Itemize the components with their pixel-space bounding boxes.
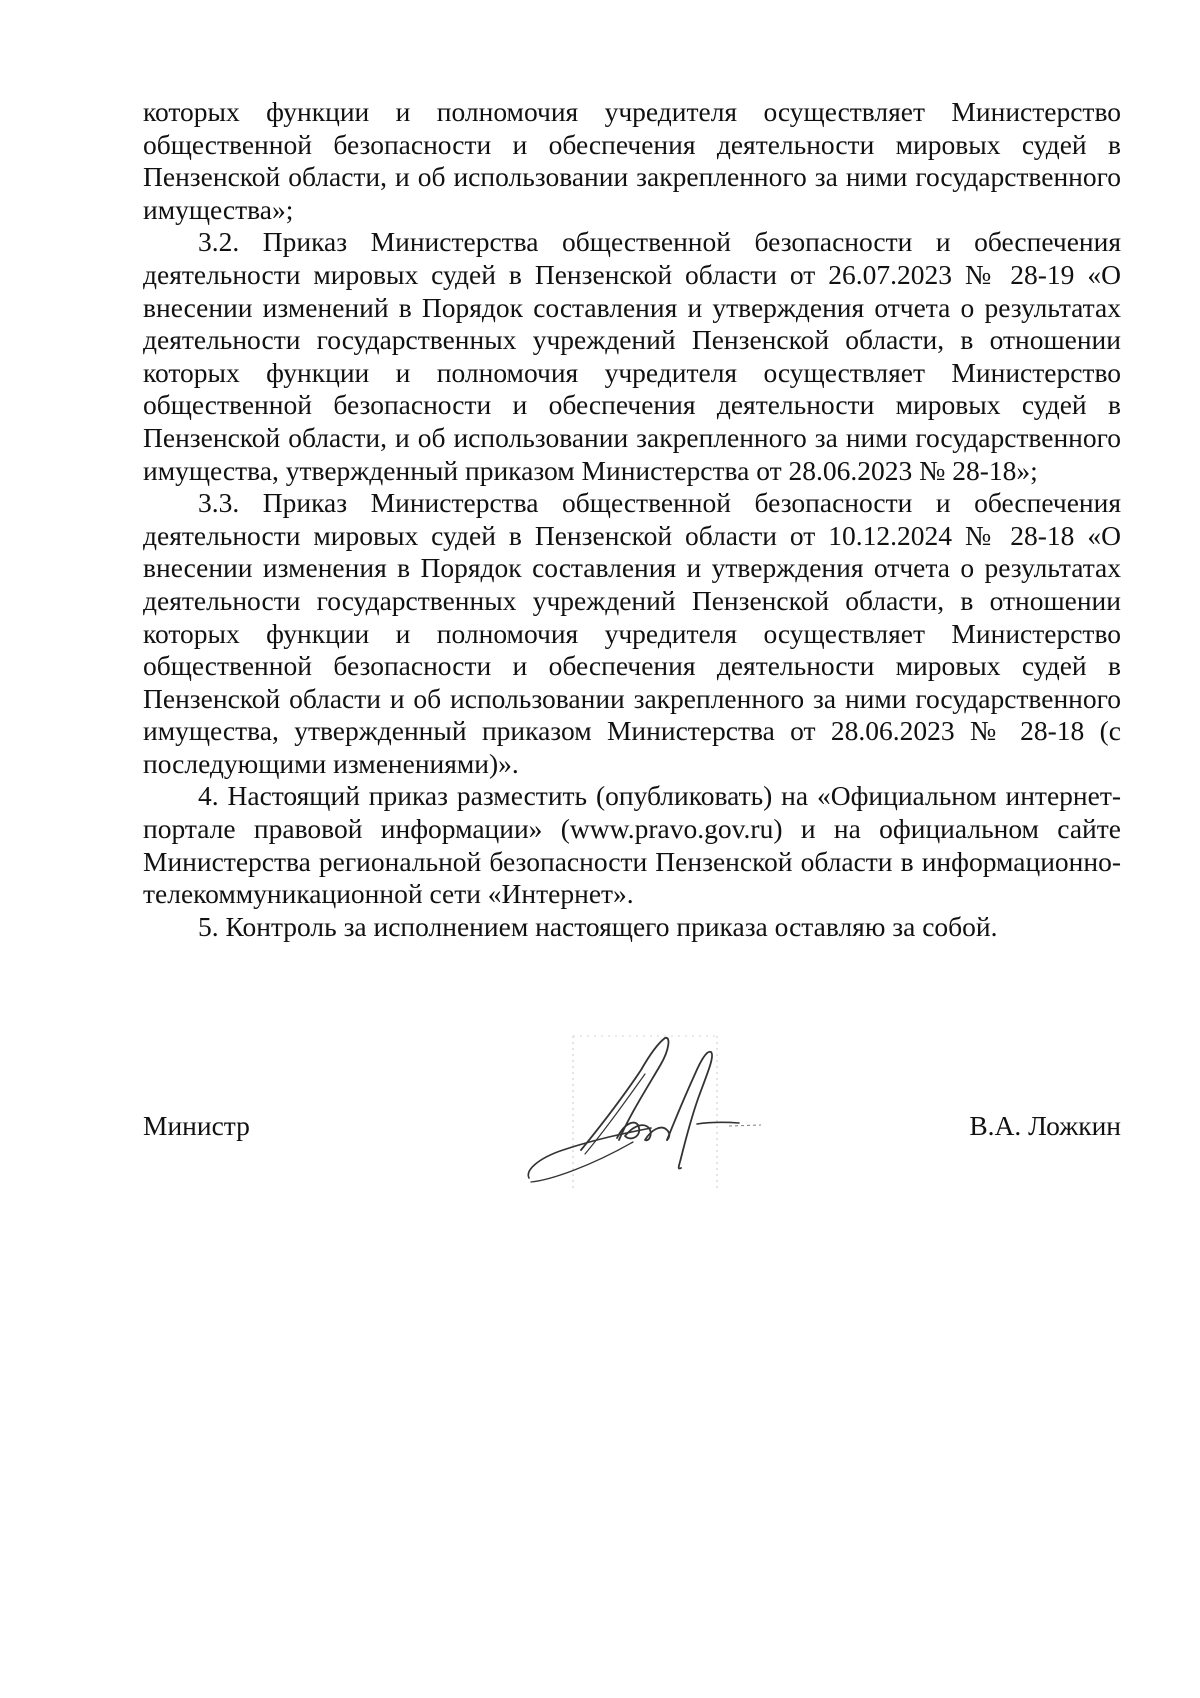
signer-role: Министр <box>143 1110 250 1141</box>
paragraph-item-3-3: 3.3. Приказ Министерства общественной безопасности и обеспечения деятельности мировых судей в Пензенской области от 10.12.2024 № 28-18 «О внесении изменения в Порядок составления и утверждения отчета о результатах деятельности государственных учреждений Пензенской области, в отношении которых функции и полномочия учредителя осуществляет Министерство общественной безопасности и обеспечения деятельности мировых судей в Пензенской области и об использовании закрепленного за ними государственного имущества, утвержденный приказом Министерства от 28.06.2023 № 28-18 (с последующими изменениями)». <box>143 487 1121 779</box>
paragraph-continuation: которых функции и полномочия учредителя осуществляет Министерство общественной безопасности и обеспечения деятельности мировых судей в Пензенской области, и об использовании закрепленного за ними государственного имущества»; <box>143 96 1121 225</box>
paragraph-item-4: 4. Настоящий приказ разместить (опубликовать) на «Официальном интернет-портале правовой информации» (www.pravo.gov.ru) и на официальном сайте Министерства региональной безопасности Пензенской области в информационно-телекоммуникационной сети «Интернет». <box>143 780 1121 910</box>
signature-block <box>143 1030 1121 1200</box>
paragraph-item-3-2: 3.2. Приказ Министерства общественной безопасности и обеспечения деятельности мировых судей в Пензенской области от 26.07.2023 № 28-19 «О внесении изменений в Порядок составления и утверждения отчета о результатах деятельности государственных учреждений Пензенской области, в отношении которых функции и полномочия учредителя осуществляет Министерство общественной безопасности и обеспечения деятельности мировых судей в Пензенской области, и об использовании закрепленного за ними государственного имущества, утвержденный приказом Министерства от 28.06.2023 № 28-18»; <box>143 226 1121 486</box>
document-body <box>143 96 1121 943</box>
signer-name: В.А. Ложкин <box>969 1110 1121 1141</box>
paragraph-item-5: 5. Контроль за исполнением настоящего приказа оставляю за собой. <box>198 910 998 942</box>
signature-icon <box>521 1030 771 1195</box>
